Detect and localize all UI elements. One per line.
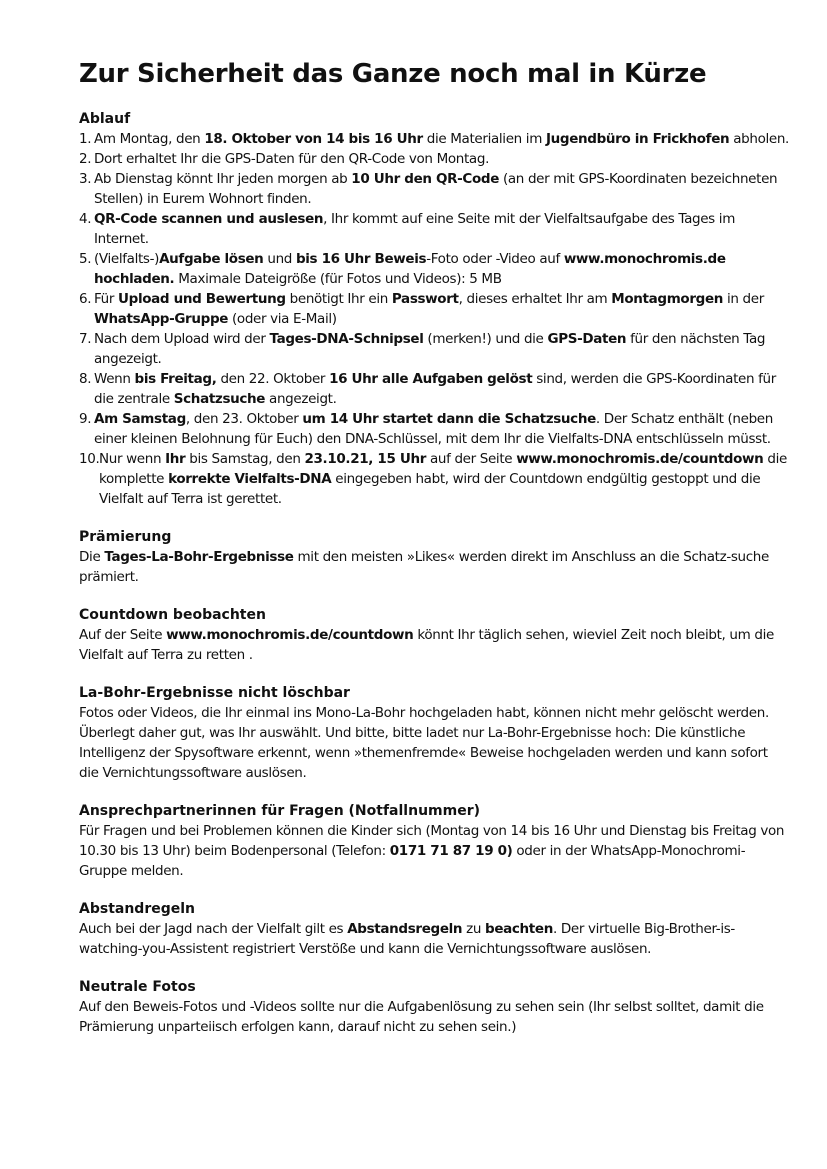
section-heading: Prämierung: [79, 529, 172, 545]
text-run: , dieses erhaltet Ihr am: [458, 291, 612, 307]
bold-text: 16 Uhr alle Aufgaben gelöst: [329, 371, 533, 387]
bold-text: Schatzsuche: [173, 391, 266, 407]
section-heading: La-Bohr-Ergebnisse nicht löschbar: [79, 685, 350, 701]
list-number: 4.: [79, 211, 92, 227]
text-run: in der: [723, 291, 764, 307]
text-run: Nach dem Upload wird der: [94, 331, 270, 347]
section-paragraph: [79, 821, 791, 881]
section-heading: Countdown beobachten: [79, 607, 266, 623]
text-run: (Vielfalts-): [94, 251, 160, 267]
text-run: Die: [79, 549, 105, 565]
bold-text: um 14 Uhr startet dann die Schatzsuche: [302, 411, 596, 427]
text-run: sind, werden die GPS-Koordinaten für die zentrale: [94, 371, 776, 407]
bold-text: Passwort: [391, 291, 459, 307]
bold-text: GPS-Daten: [547, 331, 627, 347]
text-run: Nur wenn: [99, 451, 166, 467]
list-item: [79, 369, 791, 409]
text-run: die komplette: [99, 451, 787, 487]
section-body: [79, 703, 791, 783]
info-section: [79, 683, 791, 783]
section-body: [79, 547, 791, 587]
bold-text: 0171 71 87 19 0): [389, 843, 513, 859]
text-run: Dort erhaltet Ihr die GPS-Daten für den QR-Code von Montag.: [94, 151, 490, 167]
text-run: . Der virtuelle Big-Brother-is-watching-you-Assistent registriert Verstöße und kann die Vernichtungssoftware auslösen.: [79, 921, 735, 957]
text-run: mit den meisten »Likes« werden direkt im Anschluss an die Schatz-suche prämiert.: [79, 549, 769, 585]
text-run: und: [263, 251, 296, 267]
info-section: [79, 605, 791, 665]
text-run: die Materialien im: [422, 131, 546, 147]
text-run: Fotos oder Videos, die Ihr einmal ins Mono-La-Bohr hochgeladen habt, können nicht mehr gelöscht werden. Überlegt daher gut, was Ihr auswählt. Und bitte, bitte ladet nur La-Bohr-Ergebnisse hoch: Die künstliche Intelligenz der Spysoftware erkennt, wenn »themenfremde« Beweise hochgeladen werden und kann sofort die Vernichtungssoftware auslösen.: [79, 705, 769, 781]
list-number: 10.: [79, 451, 100, 467]
section-heading: Ansprechpartnerinnen für Fragen (Notfallnummer): [79, 803, 481, 819]
list-item: [79, 449, 791, 509]
text-run: -Foto oder -Video auf: [426, 251, 564, 267]
page-title: Zur Sicherheit das Ganze noch mal in Kürze: [79, 59, 707, 89]
text-run: den 22. Oktober: [216, 371, 330, 387]
list-item: [79, 209, 791, 249]
text-run: abholen.: [729, 131, 789, 147]
list-item: [79, 249, 791, 289]
list-item: [79, 169, 791, 209]
bold-text: Ihr: [165, 451, 186, 467]
ablauf-list: [79, 129, 791, 509]
bold-text: QR-Code scannen und auslesen: [94, 211, 324, 227]
bold-text: 10 Uhr den QR-Code: [351, 171, 500, 187]
text-run: für den nächsten Tag angezeigt.: [94, 331, 766, 367]
list-number: 7.: [79, 331, 92, 347]
info-section: [79, 801, 791, 881]
text-run: Auf den Beweis-Fotos und -Videos sollte nur die Aufgabenlösung zu sehen sein (Ihr selbst solltet, damit die Prämierung unparteiisch erfolgen kann, darauf nicht zu sehen sein.): [79, 999, 764, 1035]
bold-text: 23.10.21, 15 Uhr: [304, 451, 427, 467]
bold-text: www.monochromis.de/countdown: [166, 627, 414, 643]
text-run: Maximale Dateigröße (für Fotos und Videos): 5 MB: [174, 271, 502, 287]
section-body: [79, 625, 791, 665]
list-item: [79, 289, 791, 329]
list-number: 5.: [79, 251, 92, 267]
text-run: Ab Dienstag könnt Ihr jeden morgen ab: [94, 171, 352, 187]
text-run: benötigt Ihr ein: [285, 291, 392, 307]
text-run: Auf der Seite: [79, 627, 167, 643]
text-run: zu: [462, 921, 486, 937]
text-run: Am Montag, den: [94, 131, 205, 147]
list-number: 8.: [79, 371, 92, 387]
text-run: bis Samstag, den: [185, 451, 305, 467]
info-section: [79, 899, 791, 959]
section-paragraph: [79, 547, 791, 587]
list-item: [79, 149, 791, 169]
list-item: [79, 329, 791, 369]
text-run: Für: [94, 291, 119, 307]
section-body: [79, 821, 791, 881]
list-number: 3.: [79, 171, 92, 187]
section-paragraph: [79, 703, 791, 783]
section-body: [79, 997, 791, 1037]
info-section: [79, 977, 791, 1037]
bold-text: WhatsApp-Gruppe: [94, 311, 229, 327]
list-item: [79, 129, 791, 149]
section-heading: Abstandregeln: [79, 901, 195, 917]
text-run: oder in der WhatsApp-Monochromi-Gruppe melden.: [79, 843, 746, 879]
section-heading: Ablauf: [79, 111, 131, 127]
text-run: könnt Ihr täglich sehen, wieviel Zeit noch bleibt, um die Vielfalt auf Terra zu retten .: [79, 627, 774, 663]
bold-text: Upload und Bewertung: [118, 291, 286, 307]
list-number: 9.: [79, 411, 92, 427]
bold-text: www.monochromis.de hochladen.: [94, 251, 726, 287]
text-run: Für Fragen und bei Problemen können die Kinder sich (Montag von 14 bis 16 Uhr und Dienstag bis Freitag von 10.30 bis 13 Uhr) beim Bodenpersonal (Telefon:: [79, 823, 785, 859]
bold-text: Am Samstag: [94, 411, 186, 427]
text-run: auf der Seite: [426, 451, 517, 467]
section-paragraph: [79, 997, 791, 1037]
section-paragraph: [79, 919, 791, 959]
bold-text: beachten: [485, 921, 553, 937]
bold-text: www.monochromis.de/countdown: [516, 451, 764, 467]
list-number: 1.: [79, 131, 92, 147]
bold-text: korrekte Vielfalts-DNA: [168, 471, 332, 487]
section-paragraph: [79, 625, 791, 665]
text-run: Auch bei der Jagd nach der Vielfalt gilt es: [79, 921, 348, 937]
bold-text: Jugendbüro in Frickhofen: [545, 131, 730, 147]
section-ablauf: [79, 109, 791, 509]
text-run: Wenn: [94, 371, 135, 387]
document-page: [79, 55, 791, 1037]
sections-container: [79, 527, 791, 1037]
section-body: [79, 919, 791, 959]
bold-text: bis 16 Uhr Beweis: [295, 251, 427, 267]
bold-text: Tages-DNA-Schnipsel: [269, 331, 424, 347]
list-number: 2.: [79, 151, 92, 167]
text-run: , den 23. Oktober: [185, 411, 303, 427]
list-number: 6.: [79, 291, 92, 307]
text-run: (merken!) und die: [423, 331, 548, 347]
text-run: angezeigt.: [265, 391, 337, 407]
info-section: [79, 527, 791, 587]
bold-text: 18. Oktober von 14 bis 16 Uhr: [204, 131, 423, 147]
bold-text: Abstandsregeln: [347, 921, 463, 937]
bold-text: Tages-La-Bohr-Ergebnisse: [104, 549, 294, 565]
bold-text: Aufgabe lösen: [159, 251, 264, 267]
section-heading: Neutrale Fotos: [79, 979, 196, 995]
text-run: (an der mit GPS-Koordinaten bezeichneten Stellen) in Eurem Wohnort finden.: [94, 171, 778, 207]
text-run: eingegeben habt, wird der Countdown endgültig gestoppt und die Vielfalt auf Terra ist gerettet.: [99, 471, 761, 507]
text-run: . Der Schatz enthält (neben einer kleinen Belohnung für Euch) den DNA-Schlüssel, mit dem Ihr die Vielfalts-DNA entschlüsseln müsst.: [94, 411, 773, 447]
text-run: , Ihr kommt auf eine Seite mit der Vielfaltsaufgabe des Tages im Internet.: [94, 211, 736, 247]
list-item: [79, 409, 791, 449]
bold-text: bis Freitag,: [134, 371, 217, 387]
text-run: (oder via E-Mail): [228, 311, 337, 327]
bold-text: Montagmorgen: [611, 291, 724, 307]
